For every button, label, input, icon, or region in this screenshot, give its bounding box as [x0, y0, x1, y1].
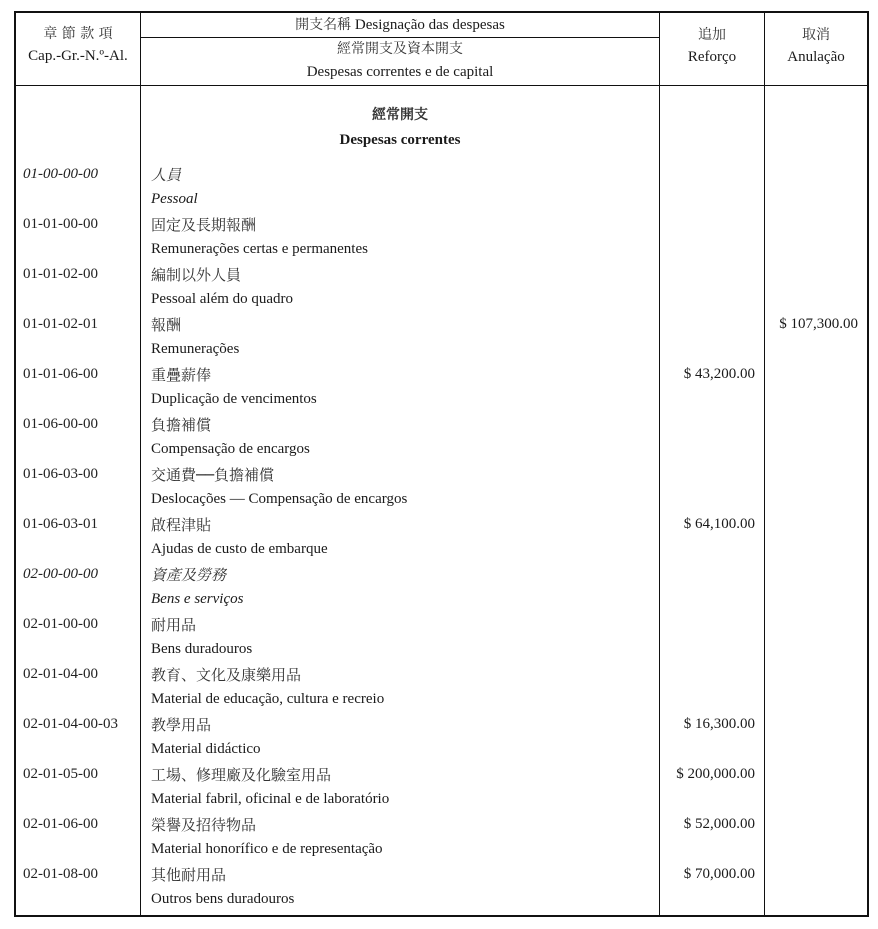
row-description-pt: Outros bens duradouros — [151, 891, 295, 907]
row-description-pt: Duplicação de vencimentos — [151, 391, 317, 407]
row-description-cn: 重疊薪俸 — [151, 366, 212, 384]
header-reforco-column — [660, 24, 764, 68]
row-code: 02-01-04-00-03 — [23, 716, 118, 732]
section-title-cn: 經常開支 — [372, 107, 428, 123]
header-designation-sub — [141, 38, 659, 84]
row-description-cn: 人員 — [151, 166, 182, 184]
row-code: 01-01-00-00 — [23, 216, 98, 232]
row-description-pt: Material honorífico e de representação — [151, 841, 383, 857]
row-description-cn: 其他耐用品 — [151, 866, 227, 884]
row-reforco-amount: $ 43,200.00 — [683, 366, 755, 382]
row-description-cn: 耐用品 — [151, 616, 197, 634]
row-code: 02-01-00-00 — [23, 616, 98, 632]
header-designation-pt: Designação das despesas — [354, 17, 505, 33]
row-description-pt: Bens e serviços — [151, 591, 244, 607]
section-title-pt: Despesas correntes — [339, 132, 461, 148]
row-reforco-amount: $ 16,300.00 — [683, 716, 755, 732]
header-code-cn: 章 節 款 項 — [43, 26, 113, 42]
row-description-cn: 工場、修理廠及化驗室用品 — [151, 766, 332, 784]
header-sub-pt: Despesas correntes e de capital — [306, 64, 494, 80]
column-divider — [764, 11, 765, 917]
column-divider — [659, 11, 660, 917]
row-code: 01-06-00-00 — [23, 416, 98, 432]
row-description-cn: 教育、文化及康樂用品 — [151, 666, 302, 684]
row-description-cn: 啟程津貼 — [151, 516, 212, 534]
row-description-cn: 負擔補償 — [151, 416, 212, 434]
row-description-pt: Bens duradouros — [151, 641, 253, 657]
header-designation-cn: 開支名稱 — [295, 17, 352, 33]
row-code: 02-01-06-00 — [23, 816, 98, 832]
row-code: 01-06-03-00 — [23, 466, 98, 482]
row-description-pt: Material de educação, cultura e recreio — [151, 691, 385, 707]
row-description-pt: Deslocações — Compensação de encargos — [151, 491, 408, 507]
row-description-pt: Pessoal além do quadro — [151, 291, 294, 307]
header-anulacao-column — [765, 24, 867, 68]
row-description-cn: 榮譽及招待物品 — [151, 816, 257, 834]
row-description-pt: Pessoal — [151, 191, 198, 207]
row-code: 01-01-06-00 — [23, 366, 98, 382]
row-description-cn: 教學用品 — [151, 716, 212, 734]
row-code: 01-06-03-01 — [23, 516, 98, 532]
header-reforco-pt: Reforço — [687, 49, 737, 65]
row-description-pt: Material didáctico — [151, 741, 261, 757]
header-designation — [141, 13, 659, 37]
row-code: 02-01-04-00 — [23, 666, 98, 682]
header-code-column — [16, 23, 140, 67]
header-reforco-cn: 追加 — [698, 27, 726, 43]
header-anulacao-pt: Anulação — [787, 49, 845, 65]
row-code: 02-00-00-00 — [23, 566, 98, 582]
row-description-pt: Ajudas de custo de embarque — [151, 541, 328, 557]
header-anulacao-cn: 取消 — [802, 27, 830, 43]
row-code: 01-01-02-01 — [23, 316, 98, 332]
row-code: 01-01-02-00 — [23, 266, 98, 282]
row-description-cn: 資產及勞務 — [151, 566, 227, 584]
row-description-pt: Material fabril, oficinal e de laboratório — [151, 791, 390, 807]
row-description-pt: Remunerações — [151, 341, 240, 357]
row-description-cn: 交通費──負擔補償 — [151, 466, 275, 484]
row-description-cn: 固定及長期報酬 — [151, 216, 257, 234]
row-code: 02-01-08-00 — [23, 866, 98, 882]
row-reforco-amount: $ 64,100.00 — [683, 516, 755, 532]
row-description-pt: Compensação de encargos — [151, 441, 310, 457]
header-sub-cn: 經常開支及資本開支 — [337, 41, 463, 57]
row-reforco-amount: $ 200,000.00 — [676, 766, 755, 782]
row-reforco-amount: $ 52,000.00 — [683, 816, 755, 832]
row-description-pt: Remunerações certas e permanentes — [151, 241, 368, 257]
row-code: 01-00-00-00 — [23, 166, 98, 182]
row-description-cn: 報酬 — [151, 316, 182, 334]
header-bottom-rule — [14, 85, 869, 86]
row-reforco-amount: $ 70,000.00 — [683, 866, 755, 882]
row-code: 02-01-05-00 — [23, 766, 98, 782]
row-description-cn: 編制以外人員 — [151, 266, 242, 284]
row-anulacao-amount: $ 107,300.00 — [779, 316, 858, 332]
header-code-pt: Cap.-Gr.-N.º-Al. — [28, 48, 128, 64]
